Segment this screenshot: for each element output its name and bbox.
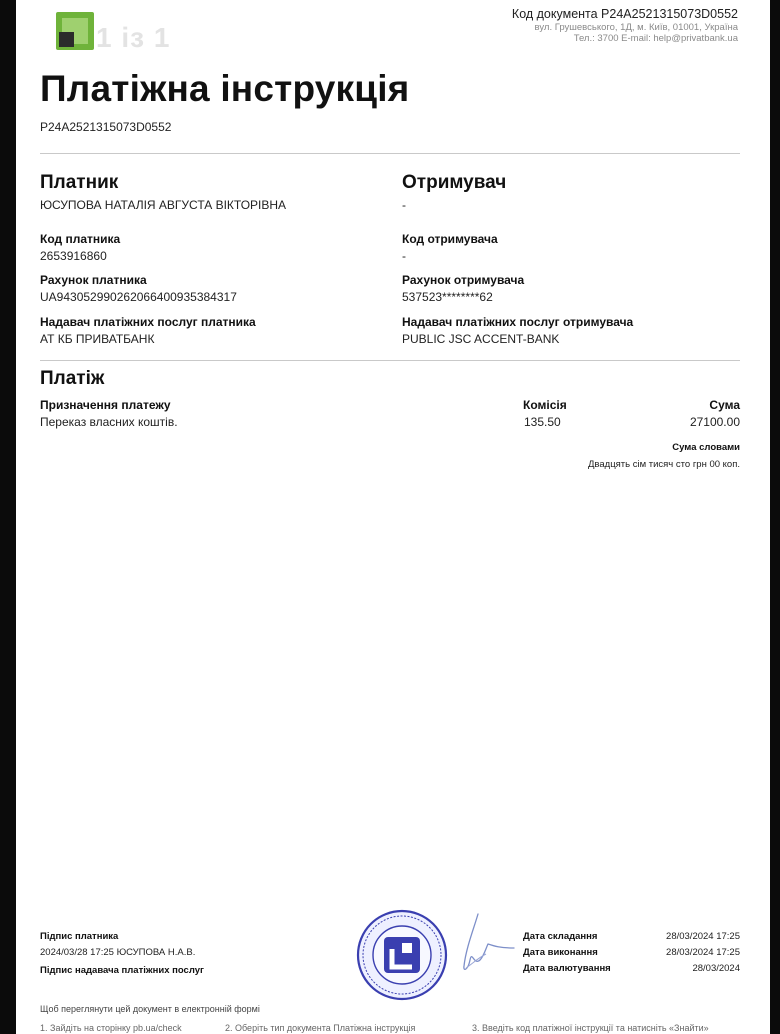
document-page: [16, 0, 770, 1034]
recipient-provider-label: Надавач платіжних послуг отримувача: [402, 315, 634, 329]
amount-label: Сума: [709, 398, 740, 412]
electronic-form-note: Щоб переглянути цей документ в електронній формі: [40, 1004, 260, 1014]
payment-heading: Платіж: [40, 368, 105, 389]
date-executed-value: 28/03/2024 17:25: [666, 947, 740, 958]
payer-signature-value: 2024/03/28 17:25 ЮСУПОВА Н.А.В.: [40, 947, 196, 958]
contact-line: Тел.: 3700 E-mail: help@privatbank.ua: [573, 33, 738, 44]
recipient-name: -: [402, 198, 406, 212]
amount-value: 27100.00: [689, 415, 740, 429]
provider-signature-label: Підпис надавача платіжних послуг: [40, 965, 204, 976]
recipient-account: 537523********62: [402, 290, 493, 304]
bank-seal-stamp: [356, 909, 448, 1001]
instruction-step: 2. Оберіть тип документа Платіжна інструкція: [225, 1023, 416, 1033]
instruction-step: 3. Введіть код платіжної інструкції та натисніть «Знайти»: [472, 1023, 709, 1033]
date-created-label: Дата складання: [523, 931, 598, 942]
recipient-heading: Отримувач: [402, 172, 507, 193]
recipient-code: -: [402, 249, 406, 263]
amount-words-label: Сума словами: [672, 442, 740, 453]
payer-account-label: Рахунок платника: [40, 273, 147, 287]
instruction-step: 1. Зайдіть на сторінку pb.ua/check: [40, 1023, 182, 1033]
document-id: P24A2521315073D0552: [40, 120, 172, 134]
recipient-provider: PUBLIC JSC ACCENT-BANK: [402, 332, 560, 346]
document-code: Код документа P24A2521315073D0552: [511, 7, 738, 21]
amount-words: Двадцять сім тисяч сто грн 00 коп.: [588, 459, 740, 470]
payer-signature-label: Підпис платника: [40, 931, 119, 942]
date-value-value: 28/03/2024: [692, 963, 740, 974]
purpose-value: Переказ власних коштів.: [40, 415, 178, 429]
divider: [40, 360, 740, 361]
payer-account: UA943052990262066400935384317: [40, 290, 237, 304]
page-counter: 1 із 1: [96, 22, 171, 53]
date-value-label: Дата валютування: [523, 963, 611, 974]
privatbank-logo-icon: [56, 12, 94, 50]
payer-provider: АТ КБ ПРИВАТБАНК: [40, 332, 155, 346]
payer-name: ЮСУПОВА НАТАЛІЯ АВГУСТА ВІКТОРІВНА: [40, 198, 287, 212]
bank-address: [535, 22, 738, 44]
fee-value: 135.50: [524, 415, 561, 429]
address-line: вул. Грушевського, 1Д, м. Київ, 01001, Україна: [534, 22, 738, 33]
page-title: Платіжна інструкція: [40, 68, 410, 109]
handwritten-signature: [444, 908, 524, 978]
divider: [40, 153, 740, 154]
payer-code-label: Код платника: [40, 232, 121, 246]
payer-code: 2653916860: [40, 249, 107, 263]
date-created-value: 28/03/2024 17:25: [666, 931, 740, 942]
recipient-account-label: Рахунок отримувача: [402, 273, 525, 287]
date-executed-label: Дата виконання: [523, 947, 598, 958]
payer-heading: Платник: [40, 172, 119, 193]
payer-provider-label: Надавач платіжних послуг платника: [40, 315, 256, 329]
recipient-code-label: Код отримувача: [402, 232, 498, 246]
purpose-label: Призначення платежу: [40, 398, 171, 412]
fee-label: Комісія: [523, 398, 567, 412]
